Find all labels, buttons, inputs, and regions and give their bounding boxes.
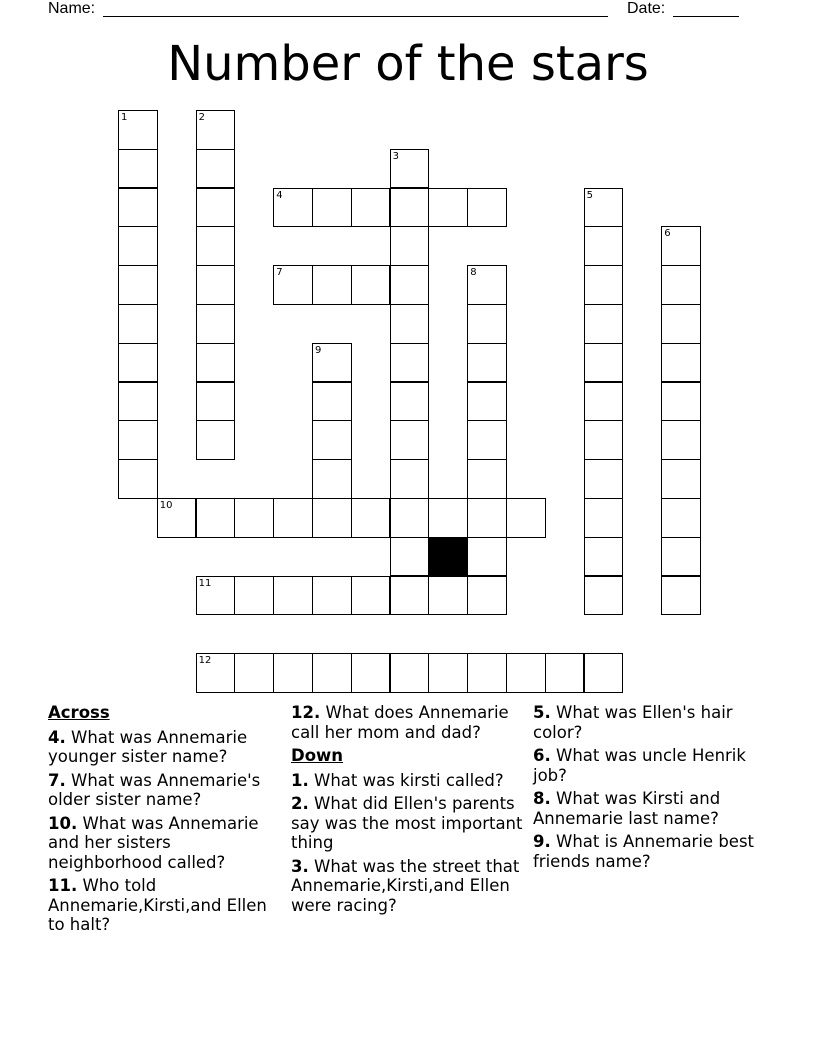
clue-number: 1. bbox=[291, 770, 309, 790]
clue-text: What does Annemarie call her mom and dad? bbox=[291, 703, 509, 742]
clue-number: 10. bbox=[48, 813, 78, 833]
clue-number-label: 12 bbox=[198, 655, 212, 667]
grid-cell[interactable] bbox=[584, 382, 624, 422]
grid-cell[interactable] bbox=[196, 576, 236, 616]
grid-cell[interactable] bbox=[661, 459, 701, 499]
clue-number-label: 3 bbox=[392, 150, 399, 162]
grid-cell[interactable] bbox=[467, 498, 507, 538]
date-label: Date: bbox=[627, 0, 666, 17]
down-clue bbox=[533, 703, 769, 742]
grid-cell[interactable] bbox=[118, 226, 158, 266]
grid-cell[interactable] bbox=[118, 265, 158, 305]
clue-column-3 bbox=[533, 703, 769, 875]
grid-cell[interactable] bbox=[584, 420, 624, 460]
grid-cell[interactable] bbox=[661, 537, 701, 577]
grid-cell[interactable] bbox=[234, 653, 274, 693]
grid-cell[interactable] bbox=[428, 653, 468, 693]
grid-cell[interactable] bbox=[506, 653, 546, 693]
grid-cell[interactable] bbox=[390, 149, 430, 189]
across-clue bbox=[291, 703, 527, 742]
clue-number: 12. bbox=[291, 703, 321, 722]
grid-cell[interactable] bbox=[390, 498, 430, 538]
grid-cell[interactable] bbox=[196, 498, 236, 538]
clue-number: 9. bbox=[533, 832, 551, 851]
across-clue bbox=[48, 814, 284, 873]
grid-cell[interactable] bbox=[584, 226, 624, 266]
grid-cell[interactable] bbox=[196, 382, 236, 422]
grid-cell[interactable] bbox=[584, 343, 624, 383]
grid-cell[interactable] bbox=[390, 537, 430, 577]
grid-cell[interactable] bbox=[196, 226, 236, 266]
grid-cell[interactable] bbox=[196, 265, 236, 305]
grid-cell[interactable] bbox=[390, 653, 430, 693]
grid-cell[interactable] bbox=[312, 653, 352, 693]
clue-text: What was uncle Henrik job? bbox=[533, 746, 746, 785]
grid-cell[interactable] bbox=[661, 265, 701, 305]
down-clue bbox=[291, 794, 527, 853]
clue-number-label: 4 bbox=[276, 189, 283, 201]
clue-column-2 bbox=[291, 703, 527, 919]
grid-cell[interactable] bbox=[351, 576, 391, 616]
grid-cell[interactable] bbox=[467, 382, 507, 422]
grid-cell[interactable] bbox=[273, 188, 313, 228]
grid-cell[interactable] bbox=[584, 653, 624, 693]
grid-cell[interactable] bbox=[390, 188, 430, 228]
grid-cell[interactable] bbox=[351, 653, 391, 693]
grid-cell[interactable] bbox=[661, 576, 701, 616]
grid-cell[interactable] bbox=[118, 304, 158, 344]
across-clue bbox=[48, 876, 284, 935]
clue-number: 6. bbox=[533, 746, 551, 765]
grid-cell[interactable] bbox=[428, 576, 468, 616]
grid-cell[interactable] bbox=[661, 498, 701, 538]
clue-text: What did Ellen's parents say was the most important thing bbox=[291, 794, 523, 852]
grid-cell[interactable] bbox=[196, 149, 236, 189]
grid-cell[interactable] bbox=[390, 343, 430, 383]
grid-cell[interactable] bbox=[584, 498, 624, 538]
across-heading: Across bbox=[48, 703, 110, 722]
grid-cell[interactable] bbox=[467, 188, 507, 228]
grid-cell[interactable] bbox=[196, 420, 236, 460]
clue-text: What was Annemarie's older sister name? bbox=[48, 770, 261, 809]
grid-cell[interactable] bbox=[312, 420, 352, 460]
clue-number-label: 6 bbox=[664, 228, 671, 240]
grid-cell[interactable] bbox=[312, 343, 352, 383]
grid-cell[interactable] bbox=[467, 343, 507, 383]
clue-number: 4. bbox=[48, 727, 66, 747]
grid-cell[interactable] bbox=[661, 382, 701, 422]
grid-cell[interactable] bbox=[584, 459, 624, 499]
clue-number: 11. bbox=[48, 876, 78, 895]
grid-cell[interactable] bbox=[584, 265, 624, 305]
clue-number-label: 10 bbox=[159, 500, 173, 511]
clue-number-label: 9 bbox=[315, 344, 322, 356]
clue-number-label: 5 bbox=[586, 189, 593, 201]
grid-cell[interactable] bbox=[118, 459, 158, 499]
grid-cell[interactable] bbox=[196, 110, 236, 150]
clue-column-1 bbox=[48, 703, 284, 939]
down-clue bbox=[291, 857, 527, 916]
down-clue bbox=[291, 771, 527, 791]
grid-cell[interactable] bbox=[467, 537, 507, 577]
grid-cell[interactable] bbox=[390, 459, 430, 499]
clue-number-label: 7 bbox=[276, 267, 283, 279]
grid-cell[interactable] bbox=[312, 265, 352, 305]
grid-cell[interactable] bbox=[467, 265, 507, 305]
grid-cell[interactable] bbox=[584, 537, 624, 577]
grid-cell[interactable] bbox=[661, 420, 701, 460]
grid-cell[interactable] bbox=[390, 265, 430, 305]
grid-cell[interactable] bbox=[118, 420, 158, 460]
grid-cell[interactable] bbox=[584, 188, 624, 228]
down-heading: Down bbox=[291, 746, 344, 765]
grid-cell[interactable] bbox=[467, 576, 507, 616]
grid-cell[interactable] bbox=[351, 498, 391, 538]
blocked-cell bbox=[428, 537, 468, 577]
clue-text: What was Annemarie younger sister name? bbox=[48, 727, 248, 766]
across-clue bbox=[48, 771, 284, 810]
grid-cell[interactable] bbox=[234, 576, 274, 616]
name-label: Name: bbox=[48, 0, 96, 17]
clue-number: 5. bbox=[533, 703, 551, 722]
clue-number-label: 2 bbox=[198, 112, 205, 123]
grid-cell[interactable] bbox=[390, 576, 430, 616]
clue-text: What was Kirsti and Annemarie last name? bbox=[533, 789, 721, 828]
down-clue bbox=[533, 789, 769, 828]
grid-cell[interactable] bbox=[584, 576, 624, 616]
grid-cell[interactable] bbox=[196, 304, 236, 344]
down-clue bbox=[533, 746, 769, 785]
grid-cell[interactable] bbox=[467, 420, 507, 460]
grid-cell[interactable] bbox=[118, 110, 158, 150]
grid-cell[interactable] bbox=[118, 149, 158, 189]
clue-number: 7. bbox=[48, 770, 66, 790]
clue-number-label: 11 bbox=[198, 577, 212, 589]
clue-text: Who told Annemarie,Kirsti,and Ellen to halt? bbox=[48, 876, 267, 934]
grid-cell[interactable] bbox=[467, 304, 507, 344]
grid-cell[interactable] bbox=[584, 304, 624, 344]
grid-cell[interactable] bbox=[157, 498, 197, 538]
clue-number: 8. bbox=[533, 789, 551, 808]
grid-cell[interactable] bbox=[273, 576, 313, 616]
grid-cell[interactable] bbox=[273, 653, 313, 693]
grid-cell[interactable] bbox=[312, 459, 352, 499]
clue-text: What is Annemarie best friends name? bbox=[533, 832, 755, 871]
grid-cell[interactable] bbox=[118, 188, 158, 228]
grid-cell[interactable] bbox=[196, 188, 236, 228]
grid-cell[interactable] bbox=[118, 343, 158, 383]
grid-cell[interactable] bbox=[196, 653, 236, 693]
grid-cell[interactable] bbox=[273, 265, 313, 305]
grid-cell[interactable] bbox=[312, 576, 352, 616]
clue-number-label: 8 bbox=[470, 267, 477, 279]
grid-cell[interactable] bbox=[467, 653, 507, 693]
across-clue bbox=[48, 728, 284, 767]
grid-cell[interactable] bbox=[428, 498, 468, 538]
grid-cell[interactable] bbox=[312, 498, 352, 538]
grid-cell[interactable] bbox=[312, 382, 352, 422]
grid-cell[interactable] bbox=[390, 226, 430, 266]
clue-number: 3. bbox=[291, 856, 309, 876]
clue-number: 2. bbox=[291, 794, 309, 813]
grid-cell[interactable] bbox=[196, 343, 236, 383]
down-clue bbox=[533, 832, 769, 871]
clue-text: What was the street that Annemarie,Kirsti,and Ellen were racing? bbox=[291, 856, 520, 915]
grid-cell[interactable] bbox=[273, 498, 313, 538]
grid-cell[interactable] bbox=[506, 498, 546, 538]
grid-cell[interactable] bbox=[428, 188, 468, 228]
clue-text: What was Ellen's hair color? bbox=[533, 703, 733, 742]
grid-cell[interactable] bbox=[661, 343, 701, 383]
grid-cell[interactable] bbox=[351, 265, 391, 305]
grid-cell[interactable] bbox=[390, 420, 430, 460]
grid-cell[interactable] bbox=[467, 459, 507, 499]
grid-cell[interactable] bbox=[390, 304, 430, 344]
clue-text: What was Annemarie and her sisters neighborhood called? bbox=[48, 813, 259, 872]
grid-cell[interactable] bbox=[234, 498, 274, 538]
grid-cell[interactable] bbox=[661, 226, 701, 266]
clue-text: What was kirsti called? bbox=[314, 770, 504, 790]
grid-cell[interactable] bbox=[351, 188, 391, 228]
clue-number-label: 1 bbox=[121, 112, 128, 123]
grid-cell[interactable] bbox=[312, 188, 352, 228]
grid-cell[interactable] bbox=[118, 382, 158, 422]
grid-cell[interactable] bbox=[661, 304, 701, 344]
page-title: Number of the stars bbox=[167, 36, 649, 92]
grid-cell[interactable] bbox=[545, 653, 585, 693]
grid-cell[interactable] bbox=[390, 382, 430, 422]
